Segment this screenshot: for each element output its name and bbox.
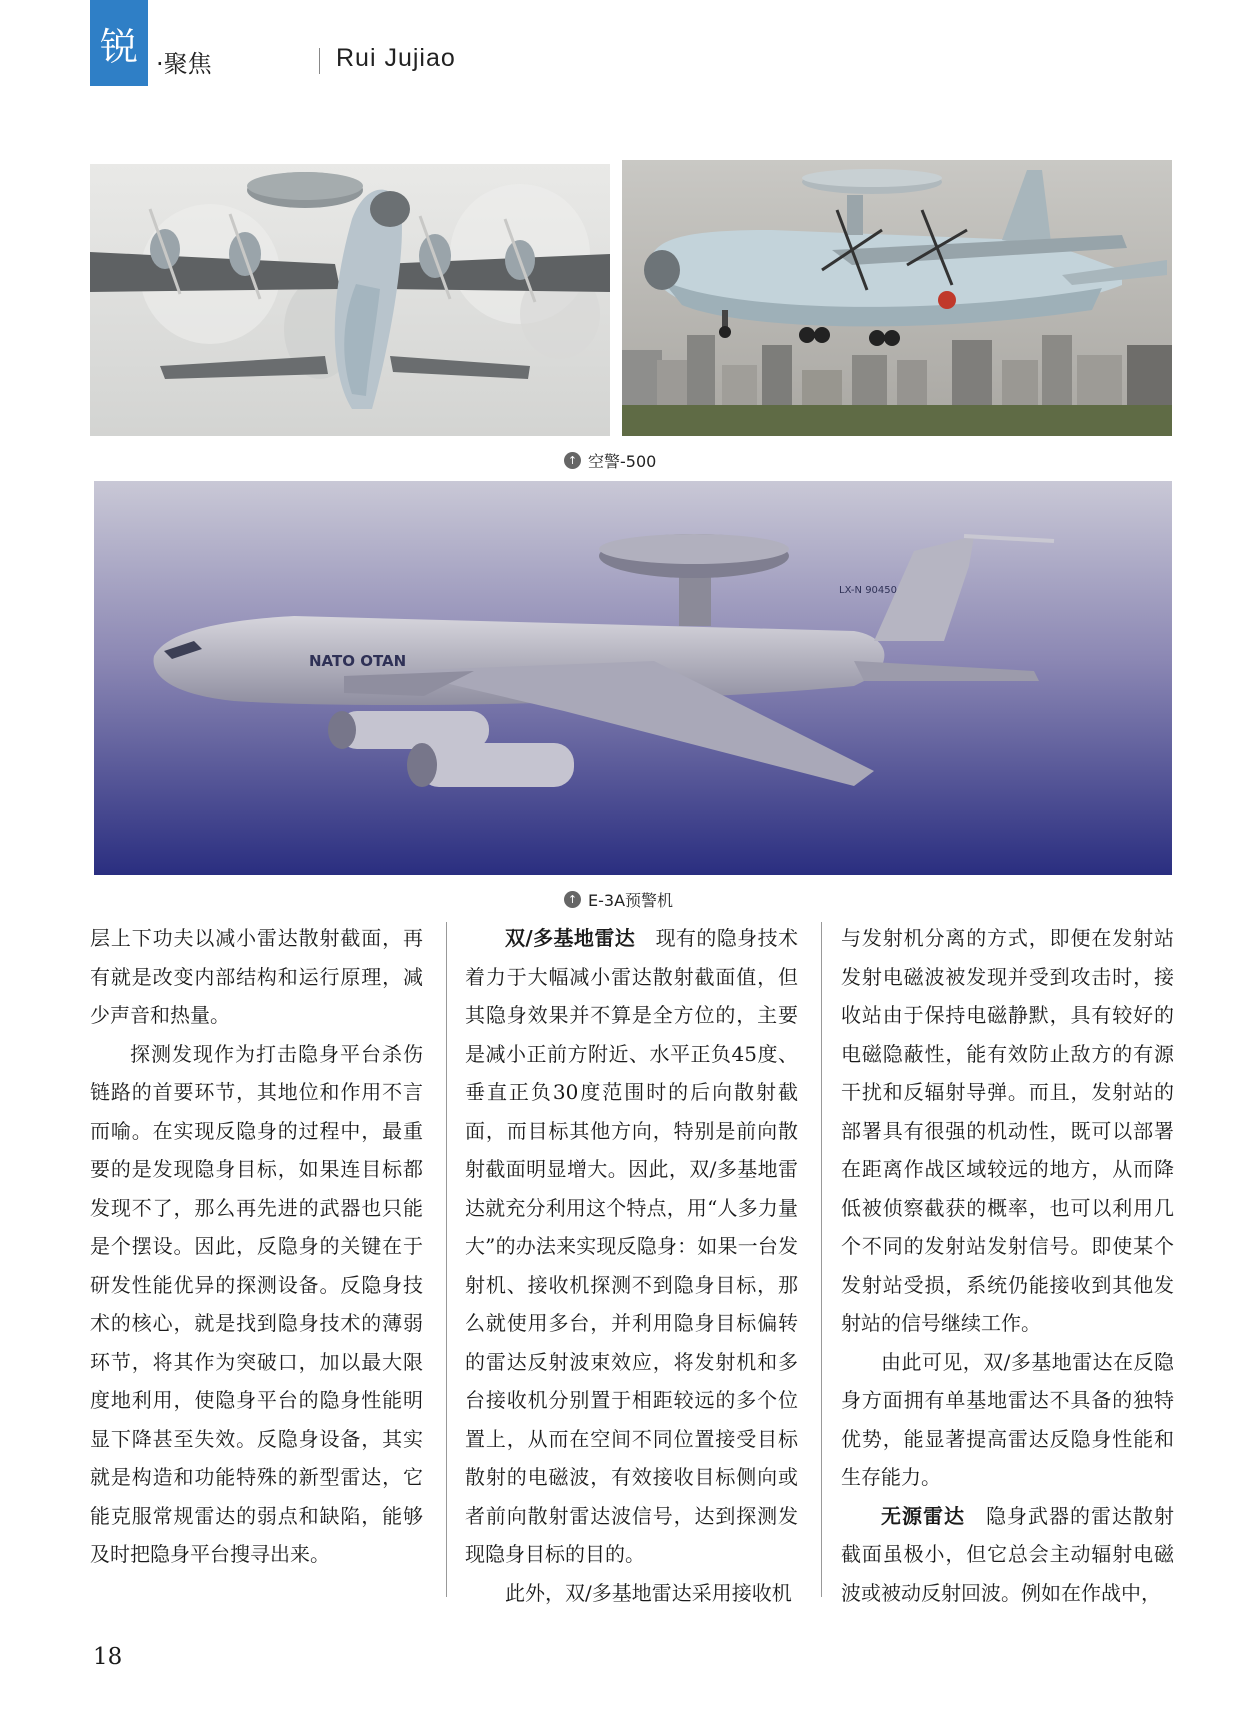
text-column-2 — [465, 919, 798, 1612]
e3a-image — [94, 481, 1172, 875]
section-name: ·聚焦 — [156, 50, 212, 78]
section-pinyin: Rui Jujiao — [336, 44, 456, 72]
nato-marking: NATO OTAN — [309, 652, 407, 670]
tail-registration: LX-N 90450 — [839, 585, 898, 596]
paragraph: 探测发现作为打击隐身平台杀伤链路的首要环节，其地位和作用不言而喻。在实现反隐身的过程中，最重要的是发现隐身目标，如果连目标都发现不了，那么再先进的武器也只能是个摆设。因此，反隐身的关键在于研发性能优异的探测设备。反隐身技术的核心，就是找到隐身技术的薄弱环节，将其作为突破口，加以最大限度地利用，使隐身平台的隐身性能明显下降甚至失效。反隐身设备，其实就是构造和功能特殊的新型雷达，它能克服常规雷达的弱点和缺陷，能够及时把隐身平台搜寻出来。 — [90, 1041, 423, 1566]
photo-kj500-takeoff — [622, 160, 1172, 436]
text-column-1 — [90, 919, 423, 1574]
page-number: 18 — [93, 1644, 123, 1670]
kj500-takeoff-image — [622, 160, 1172, 436]
subheading-passive-radar: 无源雷达 — [881, 1503, 965, 1528]
caption-kj500 — [564, 449, 656, 472]
paragraph — [841, 1497, 1174, 1613]
text-column-3 — [841, 919, 1174, 1612]
kj500-underside-image — [90, 164, 610, 436]
photo-kj500-underside — [90, 164, 610, 436]
column-divider — [446, 922, 447, 1597]
arrow-up-icon: ↑ — [564, 452, 581, 469]
header-divider — [319, 48, 320, 74]
column-divider — [821, 922, 822, 1597]
paragraph: 与发射机分离的方式，即便在发射站发射电磁波被发现并受到攻击时，接收站由于保持电磁静默，具有较好的电磁隐蔽性，能有效防止敌方的有源干扰和反辐射导弹。而且，发射站的部署具有很强的机动性，既可以部署在距离作战区域较远的地方，从而降低被侦察截获的概率，也可以利用几个不同的发射站发射信号。即使某个发射站受损，系统仍能接收到其他发射站的信号继续工作。 — [841, 926, 1174, 1335]
paragraph: 层上下功夫以减小雷达散射截面，再有就是改变内部结构和运行原理，减少声音和热量。 — [90, 926, 423, 1027]
caption-kj500-text: 空警-500 — [588, 452, 657, 471]
paragraph — [465, 919, 798, 1574]
subheading-bistatic-radar: 双/多基地雷达 — [505, 926, 636, 950]
page-header — [90, 0, 690, 86]
paragraph-body: 现有的隐身技术着力于大幅减小雷达散射截面值，但其隐身效果并不算是全方位的，主要是减小正前方附近、水平正负45度、垂直正负30度范围时的后向散射截面，而目标其他方向，特别是前向散射截面明显增大。因此，双/多基地雷达就充分利用这个特点，用“人多力量大”的办法来实现反隐身：如果一台发射机、接收机探测不到隐身目标，那么就使用多台，并利用隐身目标偏转的雷达反射波束效应，将发射机和多台接收机分别置于相距较远的多个位置上，从而在空间不同位置接受目标散射的电磁波，有效接收目标侧向或者前向散射雷达波信号，达到探测发现隐身目标的目的。 — [465, 926, 798, 1566]
caption-e3a — [564, 888, 673, 911]
paragraph: 此外，双/多基地雷达采用接收机 — [505, 1580, 792, 1605]
photo-e3a-awacs — [94, 481, 1172, 875]
paragraph-body: 隐身武器的雷达散射截面虽极小，但它总会主动辐射电磁波或被动反射回波。例如在作战中， — [841, 1503, 1174, 1605]
caption-e3a-text: E-3A预警机 — [588, 891, 674, 910]
arrow-up-icon: ↑ — [564, 891, 581, 908]
paragraph: 由此可见，双/多基地雷达在反隐身方面拥有单基地雷达不具备的独特优势，能显著提高雷达反隐身性能和生存能力。 — [841, 1349, 1174, 1489]
brand-logo: 锐 — [90, 0, 148, 86]
